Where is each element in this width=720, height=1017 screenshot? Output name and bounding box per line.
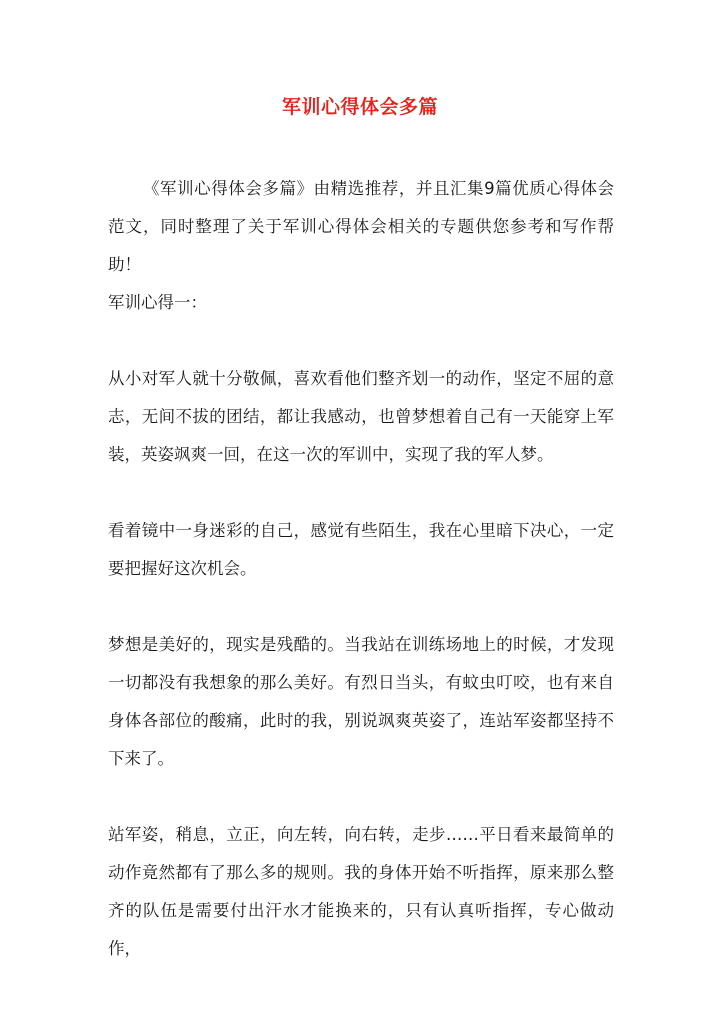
section-heading: 军训心得一： — [108, 293, 207, 312]
body-paragraph-3: 梦想是美好的，现实是残酷的。当我站在训练场地上的时候，才发现一切都没有我想象的那么美好。有烈日当头，有蚊虫叮咬，也有来自身体各部位的酸痛，此时的我，别说飒爽英姿了，连站军姿都坚持不下来了。 — [108, 635, 614, 768]
document-body — [108, 170, 614, 968]
document-title: 军训心得体会多篇 — [281, 96, 438, 118]
body-paragraph-2: 看着镜中一身迷彩的自己，感觉有些陌生，我在心里暗下决心，一定要把握好这次机会。 — [108, 521, 614, 578]
body-paragraph-1: 从小对军人就十分敬佩，喜欢看他们整齐划一的动作，坚定不屈的意志，无间不拔的团结，都让我感动，也曾梦想着自己有一天能穿上军装，英姿飒爽一回，在这一次的军训中，实现了我的军人梦。 — [108, 369, 614, 464]
intro-paragraph: 《军训心得体会多篇》由精选推荐，并且汇集9篇优质心得体会范文，同时整理了关于军训心得体会相关的专题供您参考和写作帮助！ — [108, 179, 614, 274]
body-paragraph-4: 站军姿，稍息，立正，向左转，向右转，走步……平日看来最简单的动作竟然都有了那么多的规则。我的身体开始不听指挥，原来那么整齐的队伍是需要付出汗水才能换来的，只有认真听指挥，专心做动作， — [108, 825, 614, 958]
